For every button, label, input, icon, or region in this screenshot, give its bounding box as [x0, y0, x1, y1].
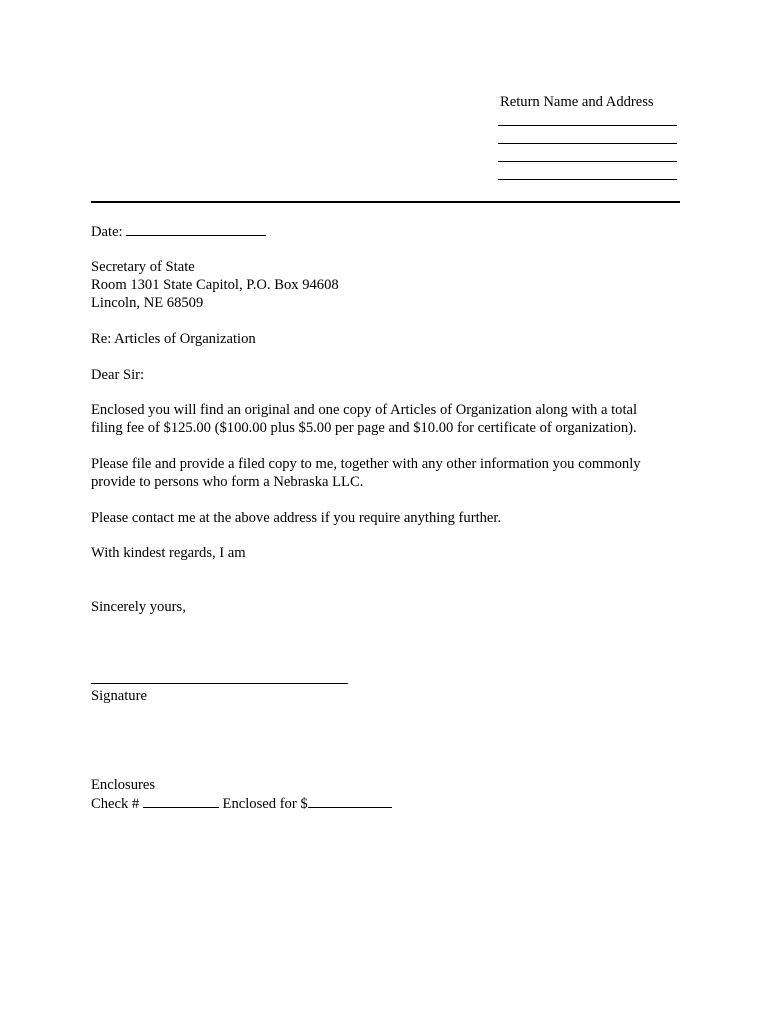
- date-line: [91, 222, 266, 241]
- recipient-name: Secretary of State: [91, 259, 195, 275]
- date-field[interactable]: [126, 222, 266, 236]
- return-address-line[interactable]: [498, 143, 677, 144]
- check-number-field[interactable]: [143, 794, 219, 808]
- salutation: Dear Sir:: [91, 367, 145, 383]
- signature-field[interactable]: [91, 683, 348, 684]
- date-label: Date:: [91, 224, 123, 240]
- return-address-line[interactable]: [498, 179, 677, 180]
- return-address-title: Return Name and Address: [500, 94, 654, 110]
- return-address-line[interactable]: [498, 125, 677, 126]
- body-paragraph-1-line-2: filing fee of $125.00 ($100.00 plus $5.00 per page and $10.00 for certificate of organization).: [91, 420, 637, 436]
- enclosed-amount-field[interactable]: [308, 794, 392, 808]
- enclosures-title: Enclosures: [91, 777, 156, 793]
- body-paragraph-4: With kindest regards, I am: [91, 545, 246, 561]
- return-address-line[interactable]: [498, 161, 677, 162]
- body-paragraph-2-line-1: Please file and provide a filed copy to me, together with any other information you commonly: [91, 456, 641, 472]
- body-paragraph-3: Please contact me at the above address if you require anything further.: [91, 510, 502, 526]
- signature-label: Signature: [91, 688, 147, 704]
- header-divider: [91, 201, 680, 203]
- recipient-address-line1: Room 1301 State Capitol, P.O. Box 94608: [91, 277, 339, 293]
- check-label: Check #: [91, 796, 140, 812]
- closing: Sincerely yours,: [91, 599, 186, 615]
- enclosed-label: Enclosed for $: [222, 796, 308, 812]
- check-line: [91, 794, 392, 813]
- body-paragraph-2-line-2: provide to persons who form a Nebraska LLC.: [91, 474, 364, 490]
- body-paragraph-1-line-1: Enclosed you will find an original and one copy of Articles of Organization along with a total: [91, 402, 638, 418]
- recipient-address-line2: Lincoln, NE 68509: [91, 295, 204, 311]
- subject-line: Re: Articles of Organization: [91, 331, 256, 347]
